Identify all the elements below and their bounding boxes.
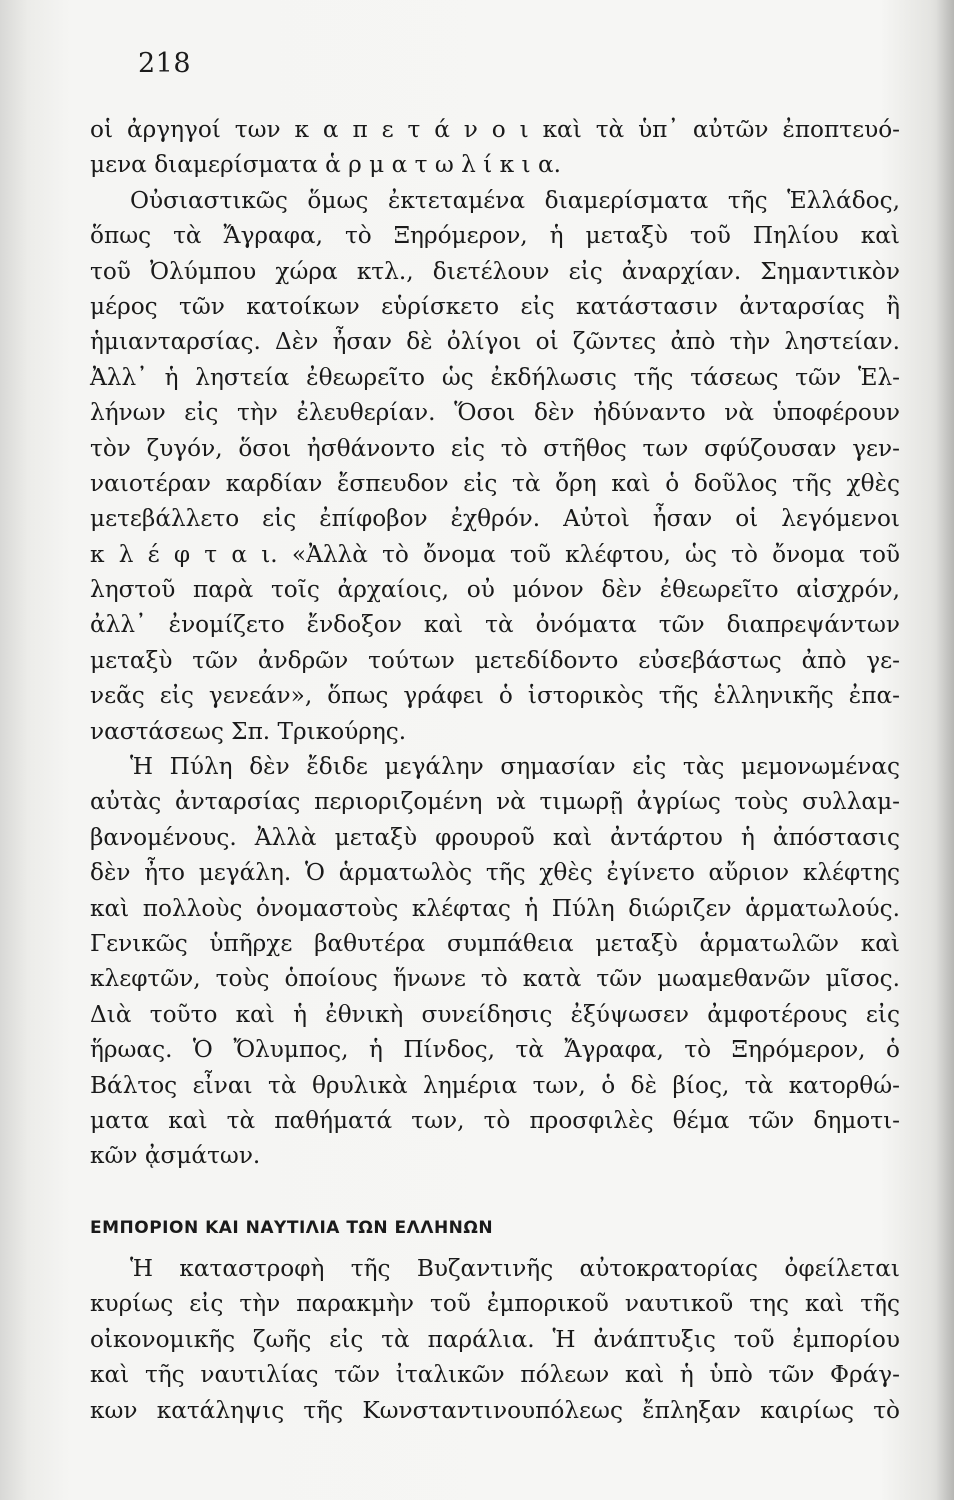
text-line: καὶ πολλοὺς ὀνομαστοὺς κλέφτας ἡ Πύλη διώριζεν ἁρματωλούς. (90, 894, 900, 922)
text-line: νεᾶς εἰς γενεάν», ὅπως γράφει ὁ ἱστορικὸς τῆς ἑλληνικῆς ἐπα- (90, 682, 900, 710)
text-line: κλεφτῶν, τοὺς ὁποίους ἥνωνε τὸ κατὰ τῶν μωαμεθανῶν μῖσος. (90, 965, 900, 993)
text-line: Οὐσιαστικῶς ὅμως ἐκτεταμένα διαμερίσματα τῆς Ἑλλάδος, (130, 186, 900, 214)
text-line: αὐτὰς ἀνταρσίας περιοριζομένη νὰ τιμωρῇ ἀγρίως τοὺς συλλαμ- (90, 788, 900, 816)
text-line: τοῦ Ὀλύμπου χώρα κτλ., διετέλουν εἰς ἀναρχίαν. Σημαντικὸν (90, 257, 900, 285)
text-line: κ λ έ φ τ α ι. «Ἀλλὰ τὸ ὄνομα τοῦ κλέφτου, ὡς τὸ ὄνομα τοῦ (90, 540, 900, 568)
text-line: Ἀλλ᾽ ἡ ληστεία ἐθεωρεῖτο ὡς ἐκδήλωσις τῆς τάσεως τῶν Ἑλ- (90, 363, 900, 391)
text-line: μεταξὺ τῶν ἀνδρῶν τούτων μετεδίδοντο εὐσεβάστως ἀπὸ γε- (90, 646, 900, 674)
section-text-block (90, 1251, 900, 1428)
text-line: κῶν ᾀσμάτων. (90, 1142, 261, 1170)
text-line: κων κατάληψις τῆς Κωνσταντινουπόλεως ἔπληξαν καιρίως τὸ (90, 1396, 900, 1424)
text-line: τὸν ζυγόν, ὅσοι ἠσθάνοντο εἰς τὸ στῆθος των σφύζουσαν γεν- (90, 434, 900, 462)
text-line: Ἡ Πύλη δὲν ἔδιδε μεγάλην σημασίαν εἰς τὰς μεμονωμένας (130, 753, 900, 781)
text-line: μέρος τῶν κατοίκων εὑρίσκετο εἰς κατάστασιν ἀνταρσίας ἢ (90, 292, 900, 320)
main-text-block (90, 112, 900, 1174)
text-line: ματα καὶ τὰ παθήματά των, τὸ προσφιλὲς θέμα τῶν δημοτι- (90, 1106, 900, 1134)
text-line: οἰκονομικῆς ζωῆς εἰς τὰ παράλια. Ἡ ἀνάπτυξις τοῦ ἐμπορίου (90, 1325, 900, 1353)
text-line: κυρίως εἰς τὴν παρακμὴν τοῦ ἐμπορικοῦ ναυτικοῦ της καὶ τῆς (90, 1290, 900, 1318)
text-line: μενα διαμερίσματα ἁ ρ μ α τ ω λ ί κ ι α. (90, 151, 561, 179)
text-line: ἥρωας. Ὁ Ὄλυμπος, ἡ Πίνδος, τὰ Ἄγραφα, τὸ Ξηρόμερον, ὁ (90, 1036, 900, 1064)
text-line: μετεβάλλετο εἰς ἐπίφοβον ἐχθρόν. Αὐτοὶ ἦσαν οἱ λεγόμενοι (90, 505, 900, 533)
text-line: ἀλλ᾽ ἐνομίζετο ἔνδοξον καὶ τὰ ὀνόματα τῶν διαπρεψάντων (90, 611, 900, 639)
text-line: ἡμιανταρσίας. Δὲν ἦσαν δὲ ὀλίγοι οἱ ζῶντες ἀπὸ τὴν ληστείαν. (90, 328, 900, 356)
text-line: ναιοτέραν καρδίαν ἔσπευδον εἰς τὰ ὄρη καὶ ὁ δοῦλος τῆς χθὲς (90, 469, 900, 497)
text-line: δὲν ἦτο μεγάλη. Ὁ ἁρματωλὸς τῆς χθὲς ἐγίνετο αὔριον κλέφτης (90, 859, 900, 887)
text-line: Ἡ καταστροφὴ τῆς Βυζαντινῆς αὐτοκρατορίας ὀφείλεται (130, 1255, 900, 1282)
text-line: λήνων εἰς τὴν ἐλευθερίαν. Ὅσοι δὲν ἠδύναντο νὰ ὑποφέρουν (90, 399, 900, 427)
page-number: 218 (138, 48, 192, 79)
section-heading: ΕΜΠΟΡΙΟΝ ΚΑΙ ΝΑΥΤΙΛΙΑ ΤΩΝ ΕΛΛΗΝΩΝ (90, 1218, 494, 1238)
page-edge-shadow (936, 0, 954, 1500)
text-line: ναστάσεως Σπ. Τρικούρης. (90, 717, 407, 745)
text-line: Βάλτος εἶναι τὰ θρυλικὰ λημέρια των, ὁ δὲ βίος, τὰ κατορθώ- (90, 1071, 900, 1099)
text-line: καὶ τῆς ναυτιλίας τῶν ἰταλικῶν πόλεων καὶ ἡ ὑπὸ τῶν Φράγ- (90, 1361, 900, 1389)
text-line: ὅπως τὰ Ἄγραφα, τὸ Ξηρόμερον, ἡ μεταξὺ τοῦ Πηλίου καὶ (90, 222, 900, 250)
text-line: βανομένους. Ἀλλὰ μεταξὺ φρουροῦ καὶ ἀντάρτου ἡ ἀπόστασις (90, 823, 900, 851)
text-line: ληστοῦ παρὰ τοῖς ἀρχαίοις, οὐ μόνον δὲν ἐθεωρεῖτο αἰσχρόν, (90, 576, 900, 604)
text-line: Διὰ τοῦτο καὶ ἡ ἐθνικὴ συνείδησις ἐξύψωσεν ἀμφοτέρους εἰς (90, 1000, 900, 1028)
text-line: οἱ ἀργηγοί των κ α π ε τ ά ν ο ι καὶ τὰ ὑπ᾽ αὐτῶν ἐποπτευό- (90, 116, 900, 143)
text-line: Γενικῶς ὑπῆρχε βαθυτέρα συμπάθεια μεταξὺ ἁρματωλῶν καὶ (90, 929, 900, 957)
